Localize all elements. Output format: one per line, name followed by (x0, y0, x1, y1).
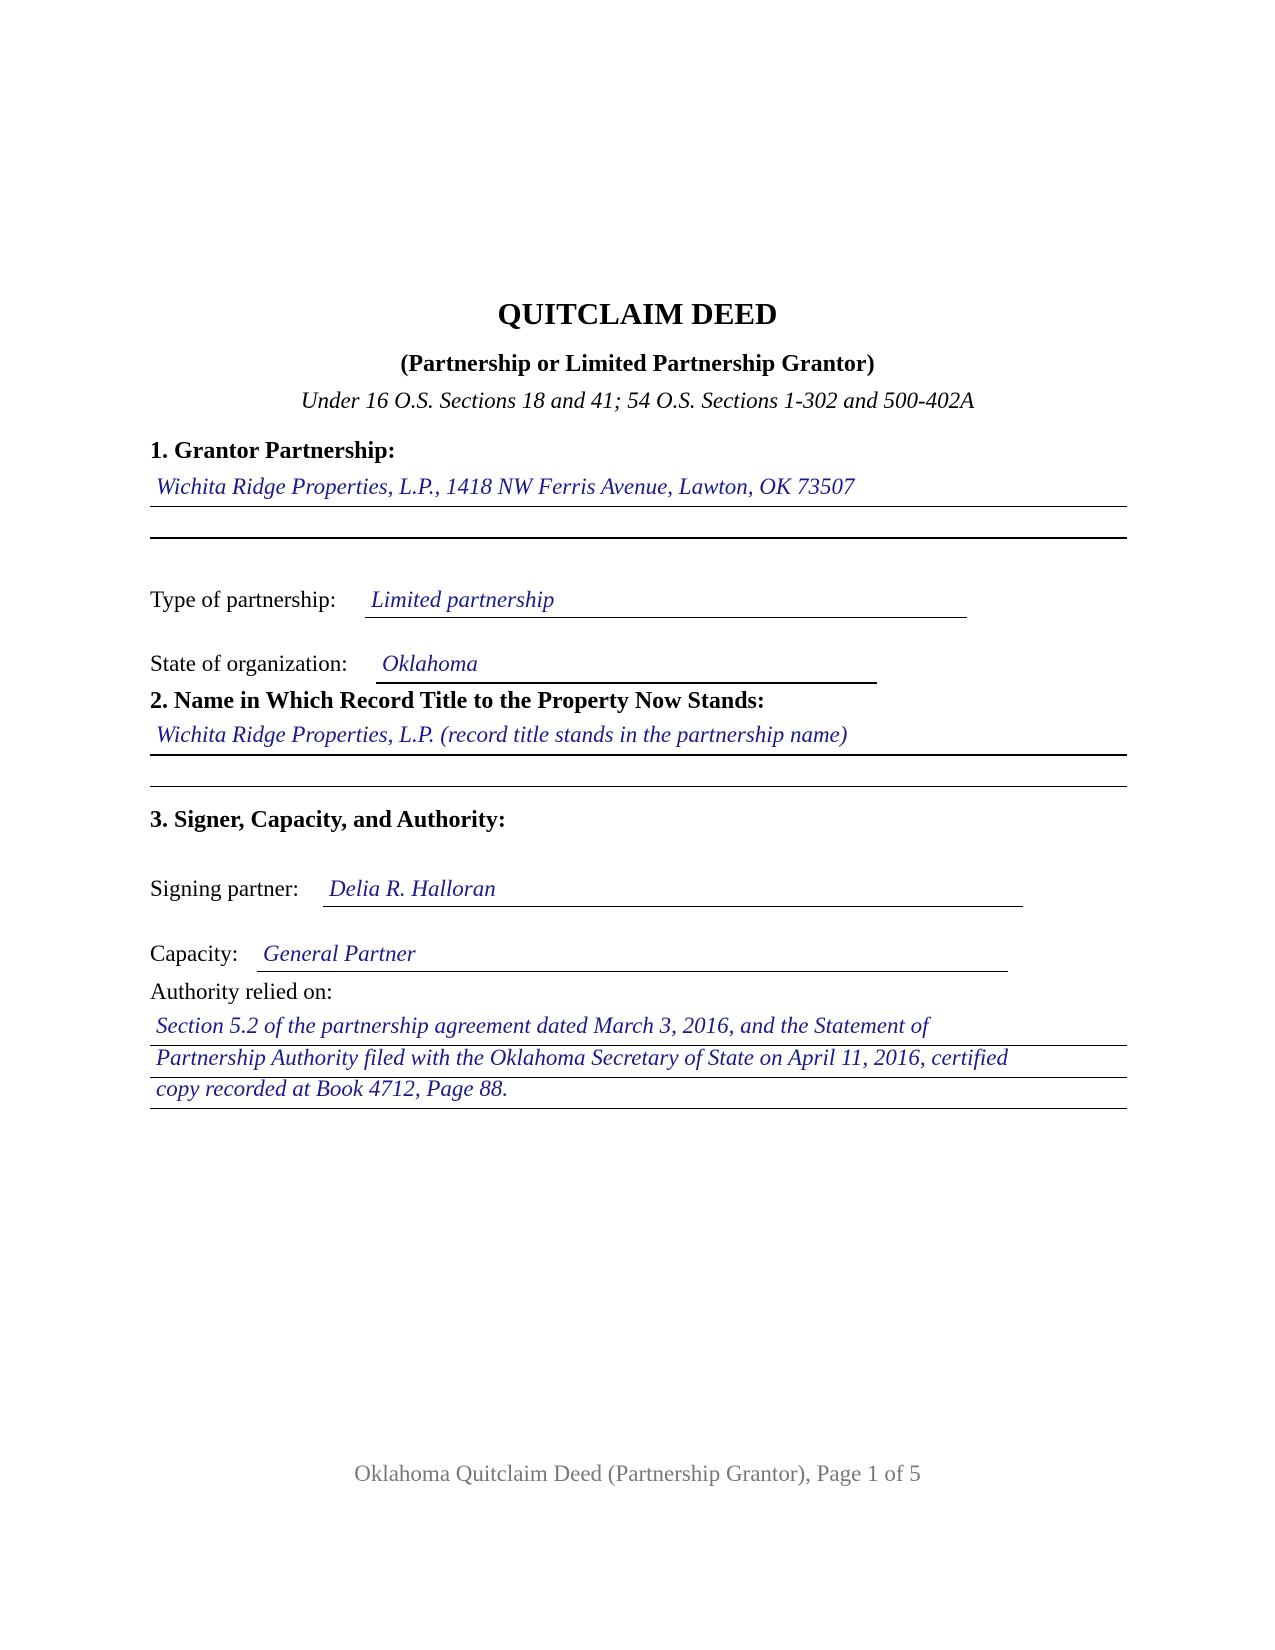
section1-heading: 1. Grantor Partnership: (150, 438, 396, 464)
document-title: QUITCLAIM DEED (497, 296, 778, 331)
authority-line-1-text[interactable]: Section 5.2 of the partnership agreement dated March 3, 2016, and the Statement of (156, 1013, 929, 1038)
signing-partner-label: Signing partner: (150, 876, 299, 901)
capacity-line (257, 971, 1008, 972)
grantor-field-line-1 (150, 506, 1127, 507)
capacity-value[interactable]: General Partner (263, 941, 416, 966)
state-of-organization-line (376, 682, 877, 684)
record-title-line-2 (150, 786, 1127, 787)
grantor-field-value[interactable]: Wichita Ridge Properties, L.P., 1418 NW Ferris Avenue, Lawton, OK 73507 (156, 474, 855, 499)
authority-line-3 (150, 1108, 1127, 1109)
type-of-partnership-line (365, 617, 967, 618)
section3-heading: 3. Signer, Capacity, and Authority: (150, 807, 506, 833)
record-title-line-1 (150, 754, 1127, 756)
state-of-organization-label: State of organization: (150, 651, 348, 676)
authority-label: Authority relied on: (150, 979, 333, 1004)
state-of-organization-value[interactable]: Oklahoma (382, 651, 478, 676)
document-subtitle: (Partnership or Limited Partnership Grantor) (400, 351, 875, 377)
authority-line-2-text[interactable]: Partnership Authority filed with the Oklahoma Secretary of State on April 11, 2016, certified (156, 1045, 1008, 1070)
signing-partner-line (323, 906, 1023, 907)
type-of-partnership-value[interactable]: Limited partnership (371, 587, 555, 612)
section2-heading: 2. Name in Which Record Title to the Property Now Stands: (150, 688, 765, 714)
record-title-value[interactable]: Wichita Ridge Properties, L.P. (record title stands in the partnership name) (156, 722, 848, 747)
statute-reference: Under 16 O.S. Sections 18 and 41; 54 O.S. Sections 1-302 and 500-402A (300, 388, 975, 413)
grantor-field-line-2 (150, 537, 1127, 539)
page-footer: Oklahoma Quitclaim Deed (Partnership Grantor), Page 1 of 5 (354, 1461, 921, 1486)
signing-partner-value[interactable]: Delia R. Halloran (329, 876, 496, 901)
capacity-label: Capacity: (150, 941, 239, 966)
type-of-partnership-label: Type of partnership: (150, 587, 337, 612)
authority-line-3-text[interactable]: copy recorded at Book 4712, Page 88. (156, 1076, 509, 1101)
